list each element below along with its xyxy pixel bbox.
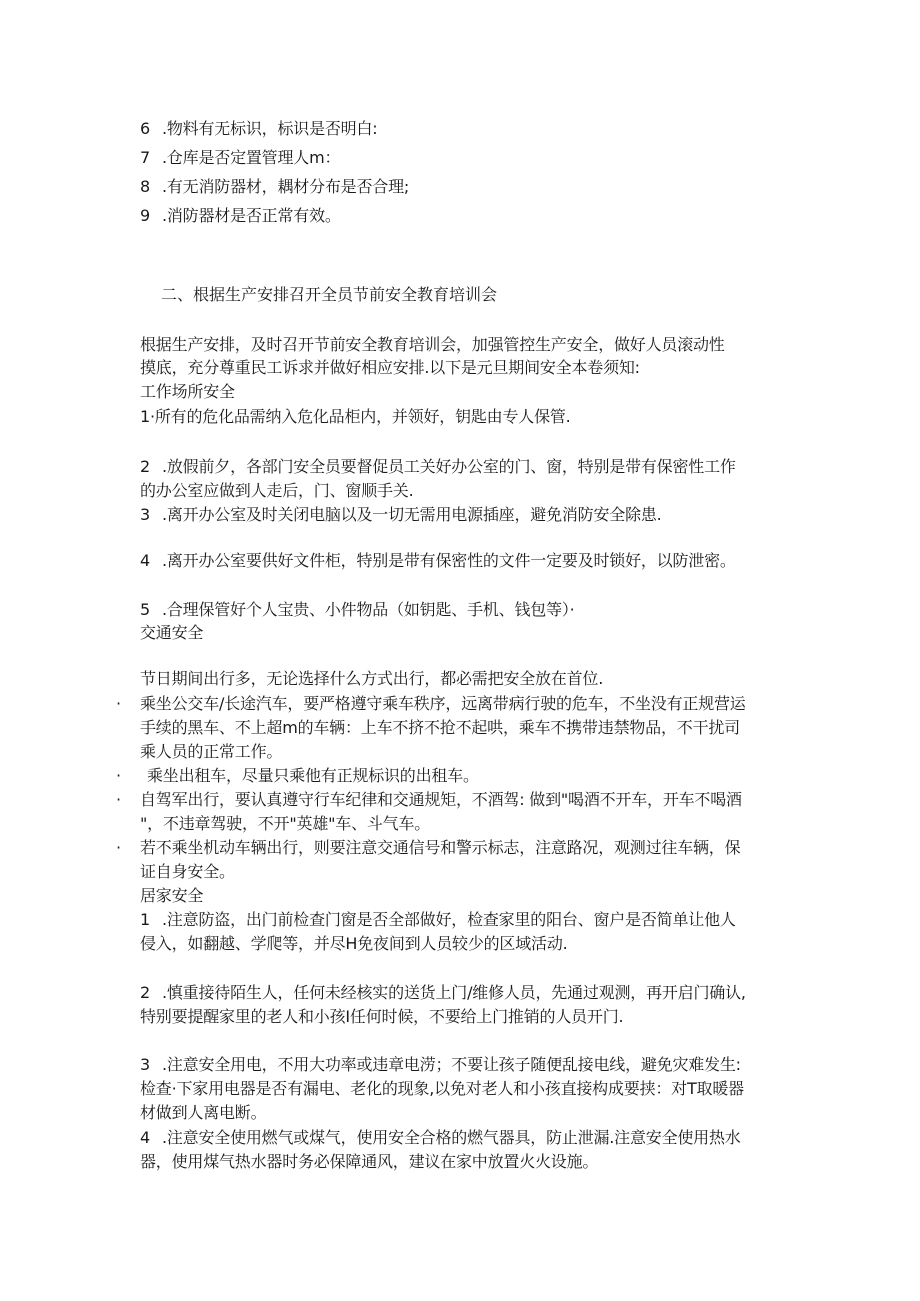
workplace-item-1: 1·所有的危化品需纳入危化品柜内，并领好，钥匙由专人保管. (140, 407, 571, 426)
traffic-bullet-4-cont: 证自身安全。 (140, 862, 235, 881)
bullet-mark: · (116, 694, 122, 713)
traffic-bullet-1-cont: 手续的黑车、不上超m的车辆：上车不挤不抢不起哄，乘车不携带违禁物品，不干扰司 (140, 718, 740, 737)
checklist-item: 9 .消防器材是否正常有效。 (140, 206, 341, 225)
workplace-item-4: 4 .离开办公室要供好文件柜，特别是带有保密性的文件一定要及时锁好，以防泄密。 (140, 551, 736, 570)
checklist-item: 7 .仓库是否定置管理人m： (140, 148, 341, 167)
workplace-item-2-cont: 的办公室应做到人走后，门、窗顺手关. (140, 481, 414, 500)
checklist-item: 8 .有无消防器材，耦材分布是否合理; (140, 177, 410, 196)
intro-line: 根据生产安排，及时召开节前安全教育培训会，加强管控生产安全，做好人员滚动性 (140, 335, 725, 354)
checklist-item: 6 .物料有无标识，标识是否明白: (140, 119, 378, 138)
traffic-bullet-1: 乘坐公交车/长途汽车，要严格遵守乘车秩序，远离带病行驶的危车，不坐没有正规营运 (140, 694, 746, 713)
bullet-mark: · (116, 766, 122, 785)
traffic-bullet-3-cont: "，不违章驾驶，不开"英雄"车、斗气车。 (140, 814, 431, 833)
workplace-item-2: 2 .放假前夕，各部门安全员要督促员工关好办公室的门、窗，特别是带有保密性工作 (140, 457, 736, 476)
home-item-2: 2 .慎重接待陌生人，任何未经核实的送货上门/维修人员，先通过观测，再开启门确认, (140, 983, 746, 1002)
traffic-title: 交通安全 (140, 623, 204, 642)
home-item-1-cont: 侵入，如翻越、学爬等，并尽H免夜间到人员较少的区域活动. (140, 934, 568, 953)
home-title: 居家安全 (140, 886, 204, 905)
traffic-bullet-3: 自驾军出行，要认真遵守行车纪律和交通规矩，不酒驾: 做到"喝酒不开车，开车不喝酒 (140, 790, 742, 809)
bullet-mark: · (116, 838, 122, 857)
workplace-item-5: 5 .合理保管好个人宝贵、小件物品（如钥匙、手机、钱包等）· (140, 600, 575, 619)
home-item-2-cont: 特别要提醒家里的老人和小孩I任何时候，不要给上门推销的人员开门. (140, 1007, 624, 1026)
traffic-intro: 节日期间出行多，无论选择什么方式出行，都必需把安全放在首位. (140, 669, 604, 688)
intro-line: 摸底，充分尊重民工诉求并做好相应安排.以下是元旦期间安全本卷须知: (140, 358, 640, 377)
bullet-mark: · (116, 790, 122, 809)
traffic-bullet-2: 乘坐出租车，尽量只乘他有正规标识的出租车。 (147, 766, 479, 785)
traffic-bullet-1-cont: 乘人员的正常工作。 (140, 742, 283, 761)
home-item-3: 3 .注意安全用电，不用大功率或违章电涝；不要让孩子随便乱接电线，避免灾难发生: (140, 1055, 741, 1074)
workplace-title: 工作场所安全 (140, 382, 235, 401)
workplace-item-3: 3 .离开办公室及时关闭电脑以及一切无需用电源插座，避免消防安全除患. (140, 505, 662, 524)
traffic-bullet-4: 若不乘坐机动车辆出行，则要注意交通信号和警示标志，注意路况，观测过往车辆，保 (140, 838, 741, 857)
home-item-3-cont: 检查·下家用电器是否有漏电、老化的现象,以免对老人和小孩直接构成要挟：对T取暖器 (140, 1079, 744, 1098)
home-item-4-cont: 器，使用煤气热水器时务必保障通风，建议在家中放置火火设施。 (140, 1152, 599, 1171)
home-item-3-cont: 材做到人离电断。 (140, 1103, 267, 1122)
home-item-1: 1 .注意防盗，出门前检查门窗是否全部做好，检查家里的阳台、窗户是否简单让他人 (140, 910, 736, 929)
home-item-4: 4 .注意安全使用燃气或煤气，使用安全合格的燃气器具，防止泄漏.注意安全使用热水 (140, 1128, 741, 1147)
section-heading: 二、根据生产安排召开全员节前安全教育培训会 (161, 285, 498, 304)
